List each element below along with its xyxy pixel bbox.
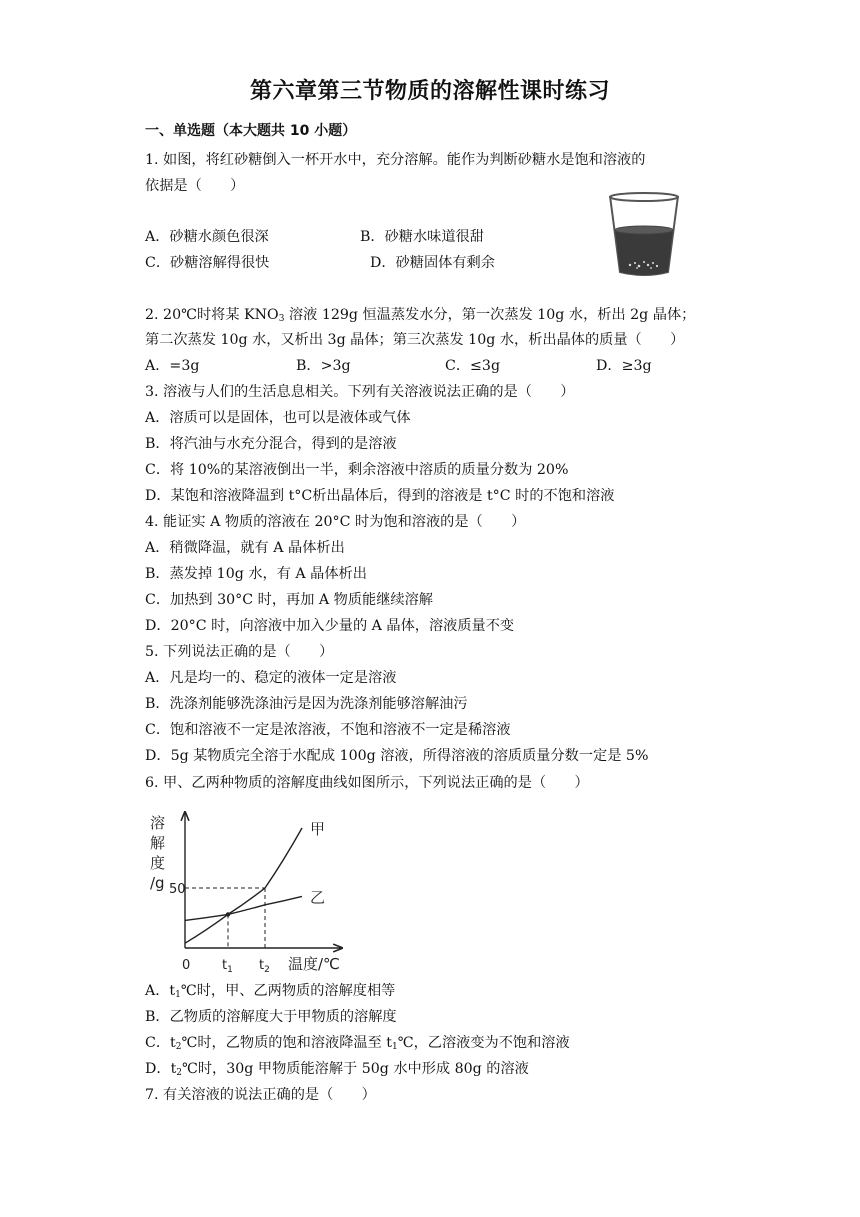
q2-stem-part: 2. 20℃时将某 KNO: [145, 307, 279, 323]
origin-label: 0: [182, 958, 191, 973]
x-tick-subscript: 1: [227, 965, 233, 975]
q5-option-c: C．饱和溶液不一定是浓溶液，不饱和溶液不一定是稀溶液: [145, 722, 511, 738]
q3-option-c: C．将 10%的某溶液倒出一半，剩余溶液中溶质的质量分数为 20%: [145, 462, 569, 478]
q2-option-b: B．>3g: [296, 358, 351, 374]
q3-option-a: A．溶质可以是固体，也可以是液体或气体: [145, 410, 411, 426]
x-tick-letter: t: [222, 958, 228, 973]
q2-stem-part: 溶液 129g 恒温蒸发水分，第一次蒸发 10g 水，析出 2g 晶体；: [284, 307, 696, 323]
q4-option-c: C．加热到 30°C 时，再加 A 物质能继续溶解: [145, 592, 433, 608]
q4-option-d: D．20°C 时，向溶液中加入少量的 A 晶体，溶液质量不变: [145, 618, 515, 634]
solubility-chart: [142, 806, 348, 976]
q1-stem-line2: 依据是（ ）: [145, 178, 245, 194]
q2-subscript: 3: [278, 314, 285, 324]
q1-option-a: A．砂糖水颜色很深: [145, 229, 269, 245]
q5-option-d: D．5g 某物质完全溶于水配成 100g 溶液，所得溶液的溶质质量分数一定是 5%: [145, 748, 649, 764]
y-tick-50: 50: [169, 882, 186, 897]
q6-c-part: C．t: [145, 1035, 176, 1051]
page-title: 第六章第三节物质的溶解性课时练习: [249, 79, 610, 104]
q1-stem-line1: 1. 如图，将红砂糖倒入一杯开水中，充分溶解。能作为判断砂糖水是饱和溶液的: [145, 152, 646, 168]
q6-a-part: A．t: [145, 983, 176, 999]
q2-option-c: C．≤3g: [445, 358, 501, 374]
q6-option-d: [145, 1059, 529, 1083]
q6-d-part: D．t: [145, 1061, 177, 1077]
q6-d-sub: 2: [176, 1068, 182, 1078]
q2-stem-line2: 第二次蒸发 10g 水，又析出 3g 晶体；第三次蒸发 10g 水，析出晶体的质量（ ）: [145, 332, 685, 348]
q1-option-c: C．砂糖溶解得很快: [145, 255, 270, 271]
q2-option-a: A．=3g: [145, 358, 200, 374]
x-tick-t2: [259, 958, 270, 975]
q7-stem: 7. 有关溶液的说法正确的是（ ）: [145, 1087, 376, 1103]
q4-option-b: B．蒸发掉 10g 水，有 A 晶体析出: [145, 566, 367, 582]
q6-option-c: [145, 1033, 570, 1057]
q1-option-d: D．砂糖固体有剩余: [370, 255, 495, 271]
section-heading: 一、单选题（本大题共 10 小题）: [145, 123, 357, 139]
q5-option-b: B．洗涤剂能够洗涤油污是因为洗涤剂能够溶解油污: [145, 696, 468, 712]
series-line-甲: [185, 828, 302, 943]
q5-stem: 5. 下列说法正确的是（ ）: [145, 644, 334, 660]
q6-c-sub: 2: [175, 1042, 182, 1052]
x-axis-label: 温度/℃: [288, 955, 340, 973]
q4-option-a: A．稍微降温，就有 A 晶体析出: [145, 540, 345, 556]
q3-option-d: D．某饱和溶液降温到 t°C析出晶体后，得到的溶液是 t°C 时的不饱和溶液: [145, 488, 615, 504]
y-axis-label-char: 度: [150, 854, 166, 872]
q3-stem: 3. 溶液与人们的生活息息相关。下列有关溶液说法正确的是（ ）: [145, 384, 575, 400]
q6-a-sub: 1: [175, 990, 181, 1000]
beaker-figure: [608, 192, 680, 276]
q5-option-a: A．凡是均一的、稳定的液体一定是溶液: [145, 670, 397, 686]
q6-option-a: [145, 981, 395, 1005]
q2-option-d: D．≥3g: [596, 358, 652, 374]
series-label-乙: 乙: [310, 888, 326, 907]
y-axis-label-char: /g: [150, 874, 165, 892]
q6-option-b: B．乙物质的溶解度大于甲物质的溶解度: [145, 1009, 397, 1025]
x-tick-letter: t: [259, 958, 265, 973]
q6-c-part: ℃，乙溶液变为不饱和溶液: [397, 1035, 570, 1051]
x-tick-t1: [222, 958, 233, 975]
series-line-乙: [185, 896, 302, 920]
x-tick-subscript: 2: [264, 965, 270, 975]
q6-c-sub: 1: [392, 1042, 398, 1052]
y-axis-label-char: 解: [150, 834, 166, 852]
q1-option-b: B．砂糖水味道很甜: [360, 229, 484, 245]
q3-option-b: B．将汽油与水充分混合，得到的是溶液: [145, 436, 397, 452]
q6-d-part: ℃时，30g 甲物质能溶解于 50g 水中形成 80g 的溶液: [182, 1061, 529, 1077]
q6-c-part: ℃时，乙物质的饱和溶液降温至 t: [181, 1035, 393, 1051]
series-label-甲: 甲: [310, 820, 326, 838]
q6-a-part: ℃时，甲、乙两物质的溶解度相等: [180, 983, 396, 999]
q4-stem: 4. 能证实 A 物质的溶液在 20°C 时为饱和溶液的是（ ）: [145, 514, 526, 530]
y-axis-label-char: 溶: [150, 814, 166, 832]
q6-stem: 6. 甲、乙两种物质的溶解度曲线如图所示，下列说法正确的是（ ）: [145, 775, 589, 791]
q2-stem-line1: [145, 305, 695, 329]
intersection-point: [226, 912, 230, 916]
